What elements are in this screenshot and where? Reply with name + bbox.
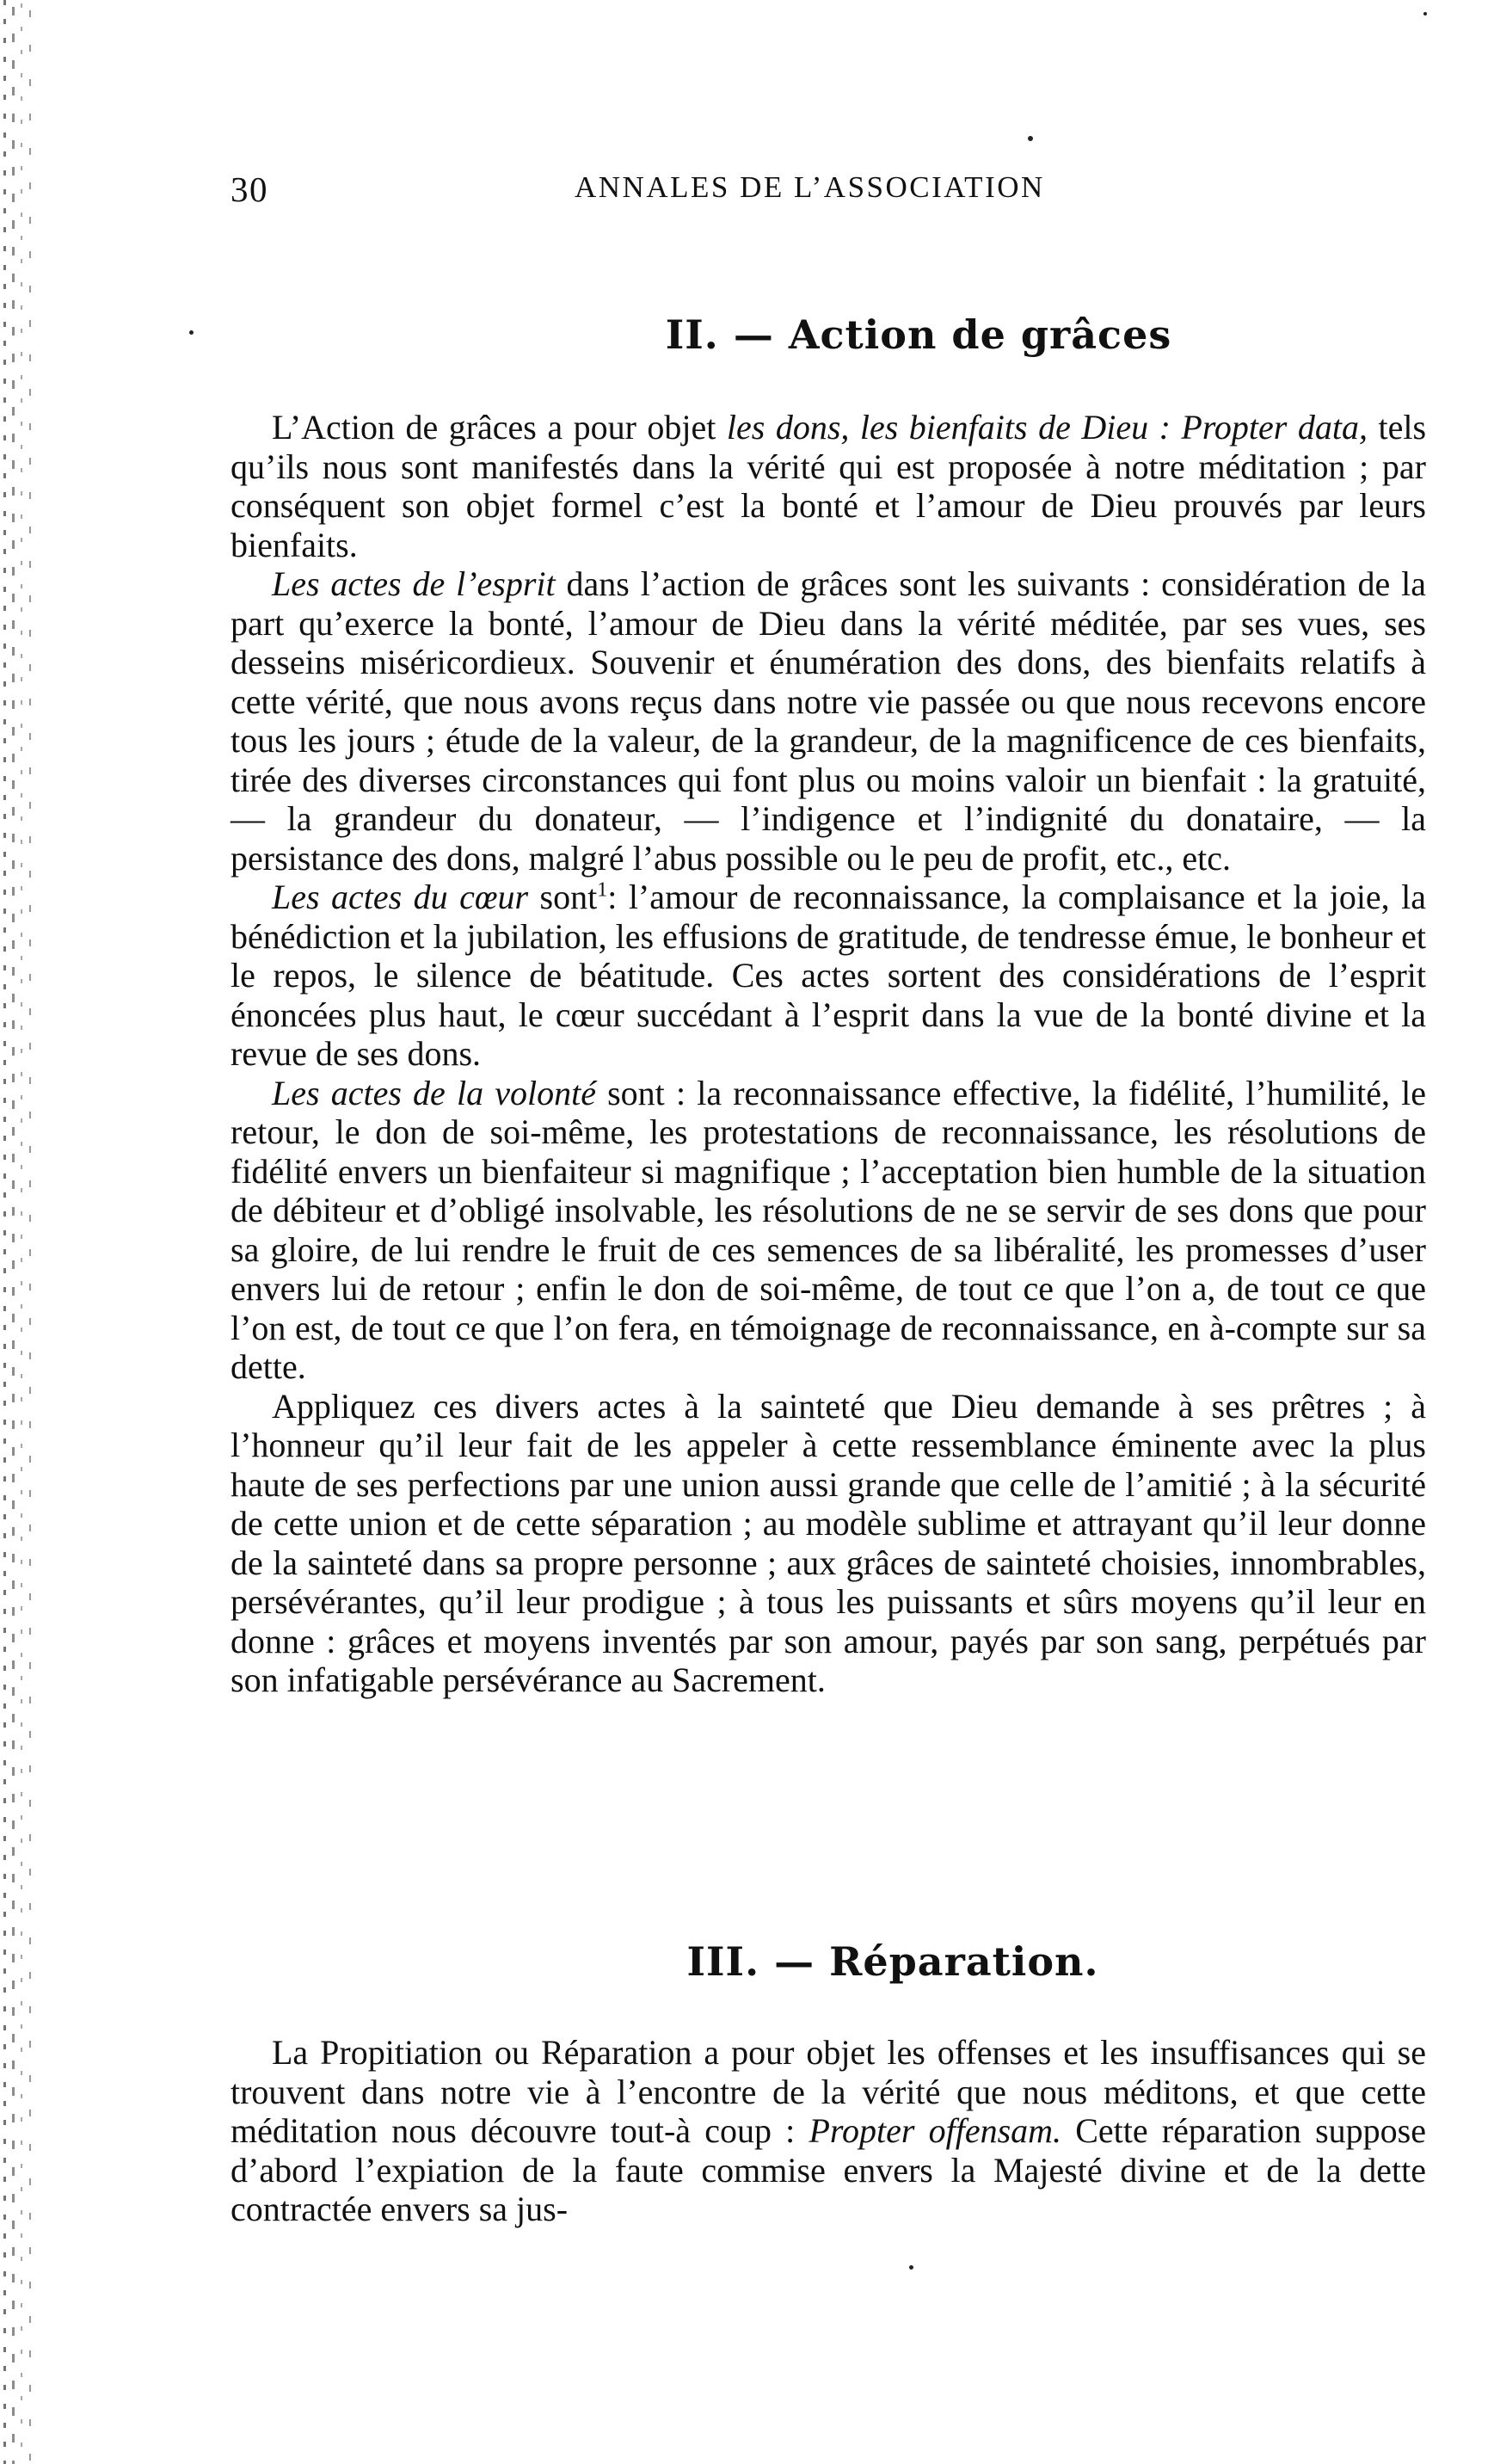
running-title: ANNALES DE L’ASSOCIATION: [575, 170, 1045, 204]
section-body-action-de-graces: [231, 408, 1426, 1700]
paragraph-italic: Les actes de l’esprit: [272, 564, 556, 603]
footnote-marker: 1: [597, 878, 608, 902]
paragraph-italic: les dons, les bienfaits de Dieu : Propter data,: [726, 408, 1368, 447]
paragraph-text: sont: [528, 878, 598, 916]
paragraph: [231, 2033, 1426, 2229]
section-heading-reparation: III. — Réparation.: [686, 1938, 1099, 1985]
paragraph-text: dans l’action de grâces sont les suivants : considération de la part qu’exerce la bonté, l’amour de Dieu dans la vérité méditée, par ses vues, ses desseins miséricordieux. Souvenir et énumération des dons, des bienfaits relatifs à cette vérité, que nous avons reçus dans notre vie passée ou que nous recevons encore tous les jours ; étude de la valeur, de la grandeur, de la magnificence de ces bienfaits, tirée des diverses circonstances qui font plus ou moins valoir un bienfait : la gratuité, — la grandeur du donateur, — l’indigence et l’indignité du donataire, — la persistance des dons, malgré l’abus possible ou le peu de profit, etc., etc.: [231, 564, 1426, 878]
paragraph-text: La Propitiation ou Réparation a pour objet les offenses et les insuffisances qui se trouvent dans notre vie à l’encontre de la vérité que nous méditons, et que cette méditation nous découvre tout-à coup :: [231, 2033, 1426, 2150]
paragraph: [231, 1387, 1426, 1700]
print-speck: [1423, 12, 1427, 15]
section-heading-action-de-graces: II. — Action de grâces: [665, 311, 1172, 358]
page-number: 30: [231, 169, 268, 209]
paragraph-text: L’Action de grâces a pour objet: [272, 408, 727, 447]
paragraph: [231, 1074, 1426, 1387]
section-body-reparation: [231, 2033, 1426, 2229]
paragraph: [231, 408, 1426, 564]
paragraph: [231, 878, 1426, 1074]
print-speck: [1028, 136, 1033, 141]
paragraph-text: sont : la reconnaissance effective, la fidélité, l’humilité, le retour, le don de soi-même, les protestations de reconnaissance, les résolutions de fidélité envers un bienfaiteur si magnifique ; l’acceptation bien humble de la situation de débiteur et d’obligé insolvable, les résolutions de ne se servir de ses dons que pour sa gloire, de lui rendre le fruit de ces semences de sa libéralité, les promesses d’user envers lui de retour ; enfin le don de soi-même, de tout ce que l’on a, de tout ce que l’on est, de tout ce que l’on fera, en témoignage de reconnaissance, en à-compte sur sa dette.: [231, 1073, 1427, 1386]
paragraph-text: : l’amour de reconnaissance, la complaisance et la joie, la bénédiction et la jubilation, les effusions de gratitude, de tendresse émue, le bonheur et le repos, le silence de béatitude. Ces actes sortent des considérations de l’esprit énoncées plus haut, le cœur succédant à l’esprit dans la vue de la bonté divine et la revue de ses dons.: [231, 878, 1426, 1073]
print-speck: [189, 330, 194, 335]
print-speck: [909, 2265, 913, 2270]
paragraph-text: Cette réparation suppose d’abord l’expiation de la faute commise envers la Majesté divine et de la dette contractée envers sa jus-: [231, 2111, 1426, 2228]
running-head: [231, 169, 1426, 212]
paragraph-text: Appliquez ces divers actes à la sainteté que Dieu demande à ses prêtres ; à l’honneur qu’il leur fait de les appeler à cette ressemblance éminente avec la plus haute de ses perfections par une union aussi grande que celle de l’amitié ; à la sécurité de cette union et de cette séparation ; au modèle sublime et attrayant qu’il leur donne de la sainteté dans sa propre personne ; aux grâces de sainteté choisies, innombrables, persévérantes, qu’il leur prodigue ; à tous les puissants et sûrs moyens qu’il leur en donne : grâces et moyens inventés par son amour, payés par son sang, perpétués par son infatigable persévérance au Sacrement.: [231, 1386, 1426, 1699]
paragraph: [231, 564, 1426, 878]
paragraph-text: tels qu’ils nous sont manifestés dans la vérité qui est proposée à notre méditation ; par conséquent son objet formel c’est la bonté et l’amour de Dieu prouvés par leurs bienfaits.: [231, 408, 1427, 564]
paragraph-italic: Les actes de la volonté: [272, 1073, 596, 1112]
paragraph-italic: Propter offensam.: [808, 2111, 1062, 2150]
binding-edge: [0, 0, 40, 2464]
paragraph-italic: Les actes du cœur: [272, 878, 529, 916]
